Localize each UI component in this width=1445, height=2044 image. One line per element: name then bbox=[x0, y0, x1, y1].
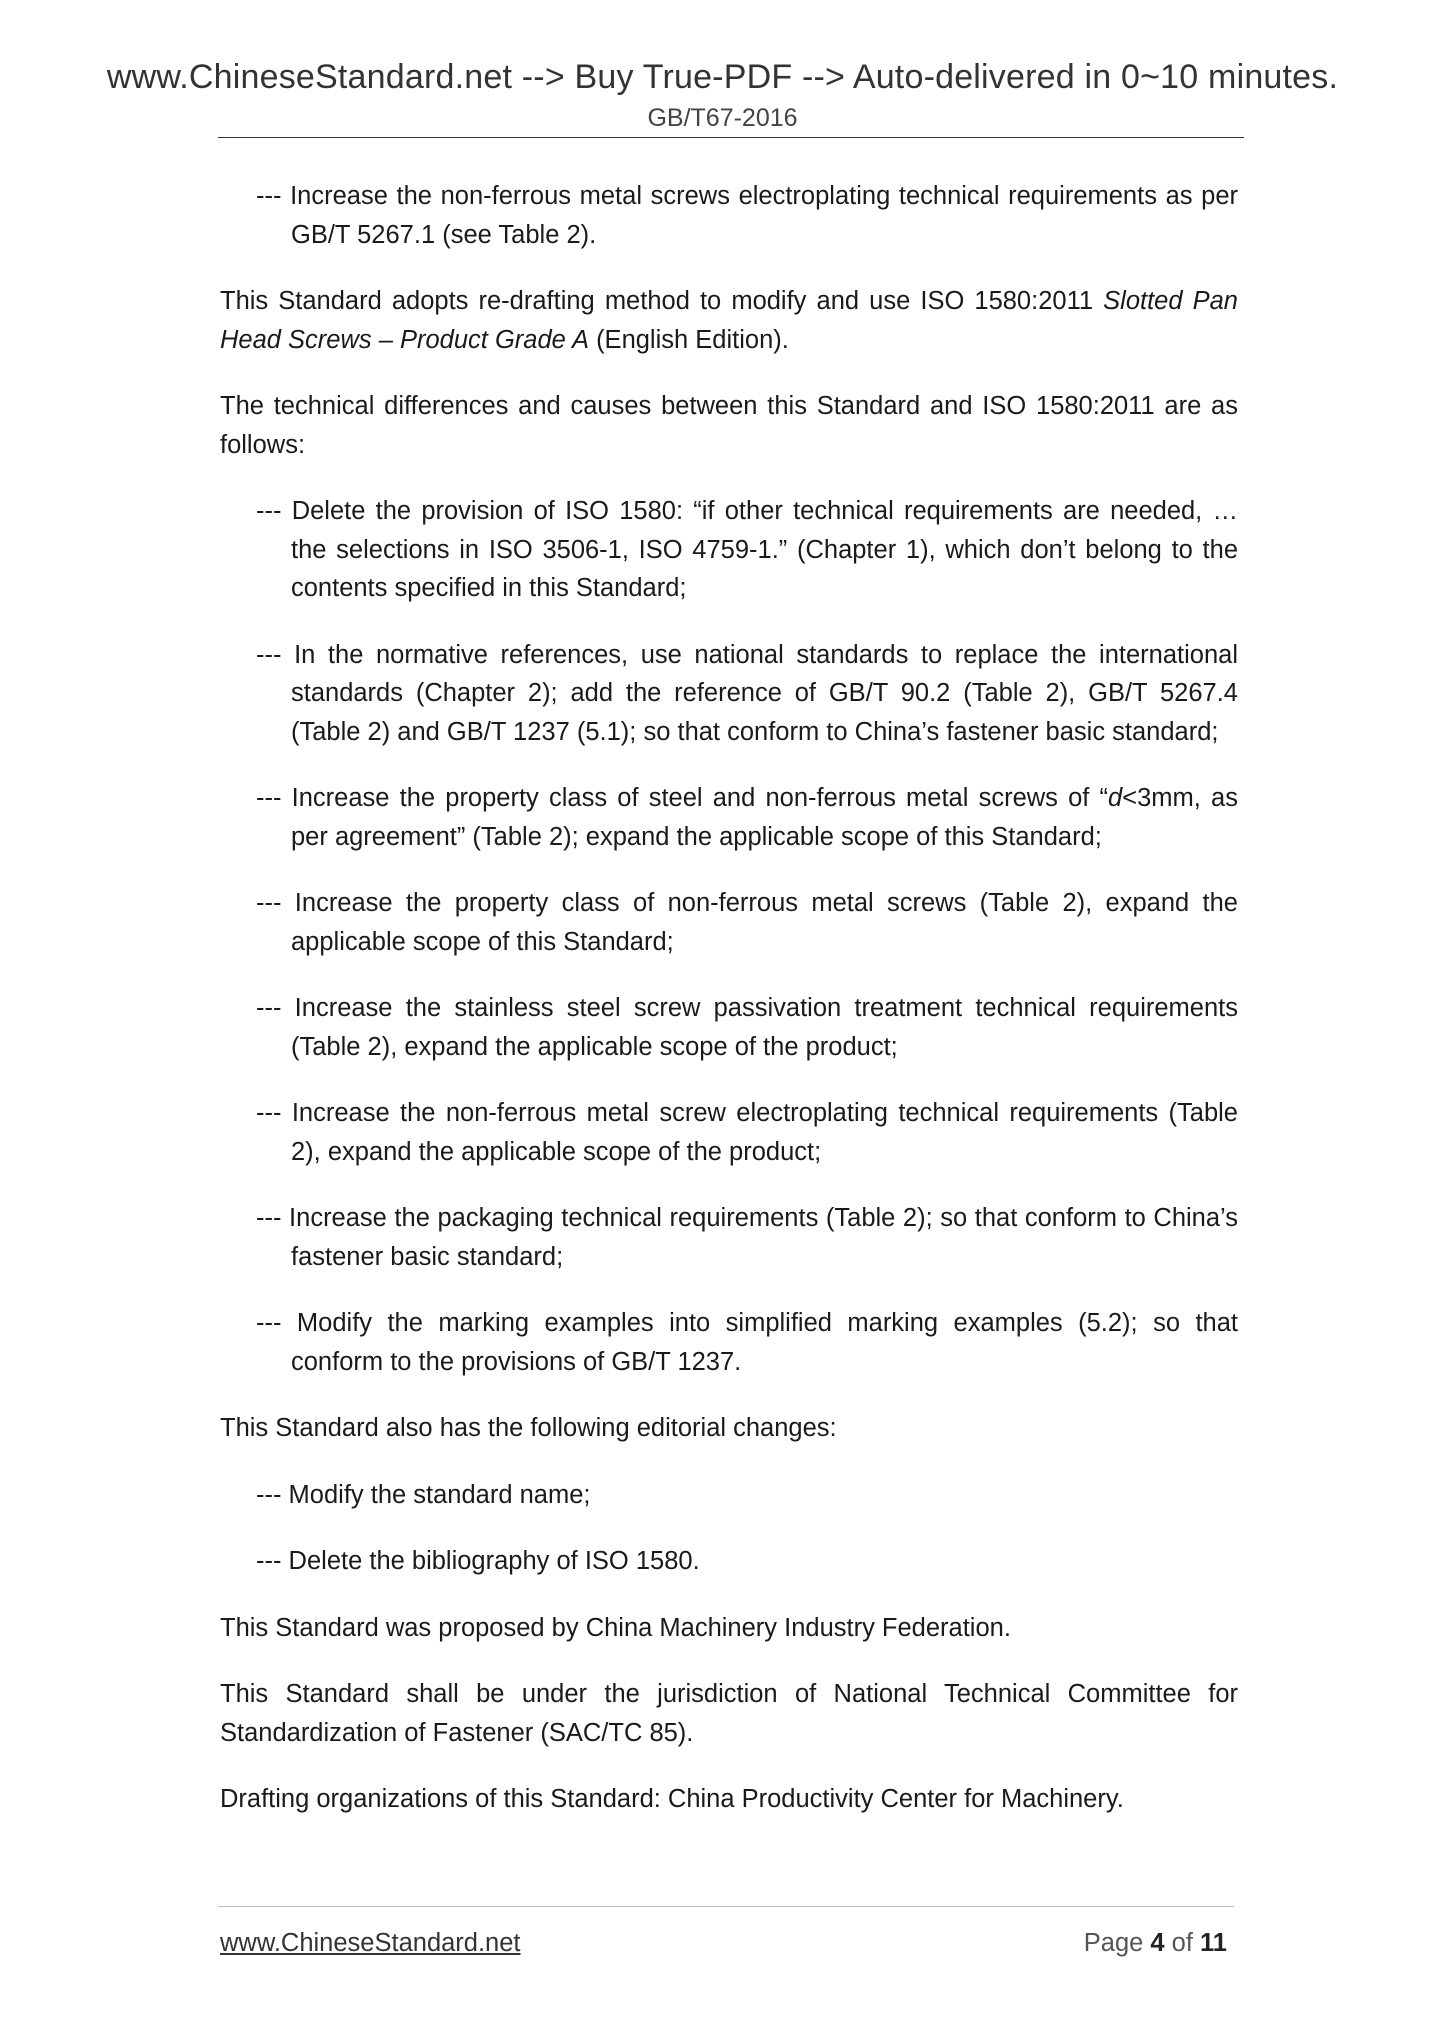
list-item-text: --- Increase the property class of steel and non-ferrous metal screws of “ bbox=[256, 784, 1109, 812]
page-of: of bbox=[1164, 1929, 1201, 1957]
differences-intro: The technical differences and causes between this Standard and ISO 1580:2011 are as follows: bbox=[220, 392, 1238, 459]
drafting-paragraph: Drafting organizations of this Standard: China Productivity Center for Machinery. bbox=[220, 1785, 1124, 1813]
page-current: 4 bbox=[1150, 1929, 1165, 1957]
list-item: --- Modify the standard name; bbox=[256, 1480, 591, 1509]
page-label: Page bbox=[1083, 1929, 1151, 1957]
list-item: --- Increase the non-ferrous metal screw electroplating technical requirements (Table 2), expand the applicable scope of the product; bbox=[256, 1099, 1238, 1166]
footer-divider bbox=[218, 1906, 1234, 1907]
adoption-text: This Standard adopts re-drafting method to modify and use ISO 1580:2011 bbox=[220, 287, 1104, 315]
editorial-intro: This Standard also has the following editorial changes: bbox=[220, 1414, 837, 1442]
list-item: --- Increase the non-ferrous metal screws electroplating technical requirements as per GB/T 5267.1 (see Table 2). bbox=[256, 182, 1238, 249]
standard-number: GB/T67-2016 bbox=[647, 104, 798, 132]
list-item bbox=[220, 779, 1238, 856]
page-total: 11 bbox=[1200, 1929, 1227, 1957]
header-banner: www.ChineseStandard.net --> Buy True-PDF --> Auto-delivered in 0~10 minutes. bbox=[106, 58, 1339, 96]
list-item: --- In the normative references, use national standards to replace the international standards (Chapter 2); add the reference of GB/T 90.2 (Table 2), GB/T 5267.4 (Table 2) and GB/T 1237 (5.1); so that conform to China’s fastener basic standard; bbox=[256, 640, 1238, 746]
list-item: --- Modify the marking examples into simplified marking examples (5.2); so that conform to the provisions of GB/T 1237. bbox=[256, 1309, 1238, 1376]
list-item: --- Delete the provision of ISO 1580: “if other technical requirements are needed, … the selections in ISO 3506-1, ISO 4759-1.” (Chapter 1), which don’t belong to the contents specified in this Standard; bbox=[256, 497, 1238, 602]
document-body bbox=[220, 177, 1238, 1819]
list-item: --- Increase the property class of non-ferrous metal screws (Table 2), expand the applicable scope of this Standard; bbox=[256, 889, 1238, 956]
page-indicator bbox=[1084, 1929, 1227, 1958]
adoption-paragraph bbox=[220, 282, 1238, 359]
jurisdiction-paragraph: This Standard shall be under the jurisdiction of National Technical Committee for Standardization of Fastener (SAC/TC 85). bbox=[220, 1680, 1238, 1747]
footer-website-link[interactable]: www.ChineseStandard.net bbox=[220, 1929, 521, 1957]
iso-title: Slotted Pan Head Screws – Product Grade A bbox=[220, 287, 1238, 354]
list-item: --- Increase the packaging technical requirements (Table 2); so that conform to China’s fastener basic standard; bbox=[256, 1204, 1238, 1271]
adoption-text-end: (English Edition). bbox=[588, 325, 789, 354]
header-divider bbox=[218, 137, 1244, 138]
proposer-paragraph: This Standard was proposed by China Machinery Industry Federation. bbox=[220, 1613, 1011, 1642]
variable-d: d bbox=[1108, 784, 1123, 812]
list-item: --- Delete the bibliography of ISO 1580. bbox=[256, 1547, 700, 1575]
list-item: --- Increase the stainless steel screw passivation treatment technical requirements (Table 2), expand the applicable scope of the product; bbox=[256, 994, 1238, 1061]
list-item-text-end: <3mm, as per agreement” (Table 2); expand the applicable scope of this Standard; bbox=[291, 784, 1238, 851]
